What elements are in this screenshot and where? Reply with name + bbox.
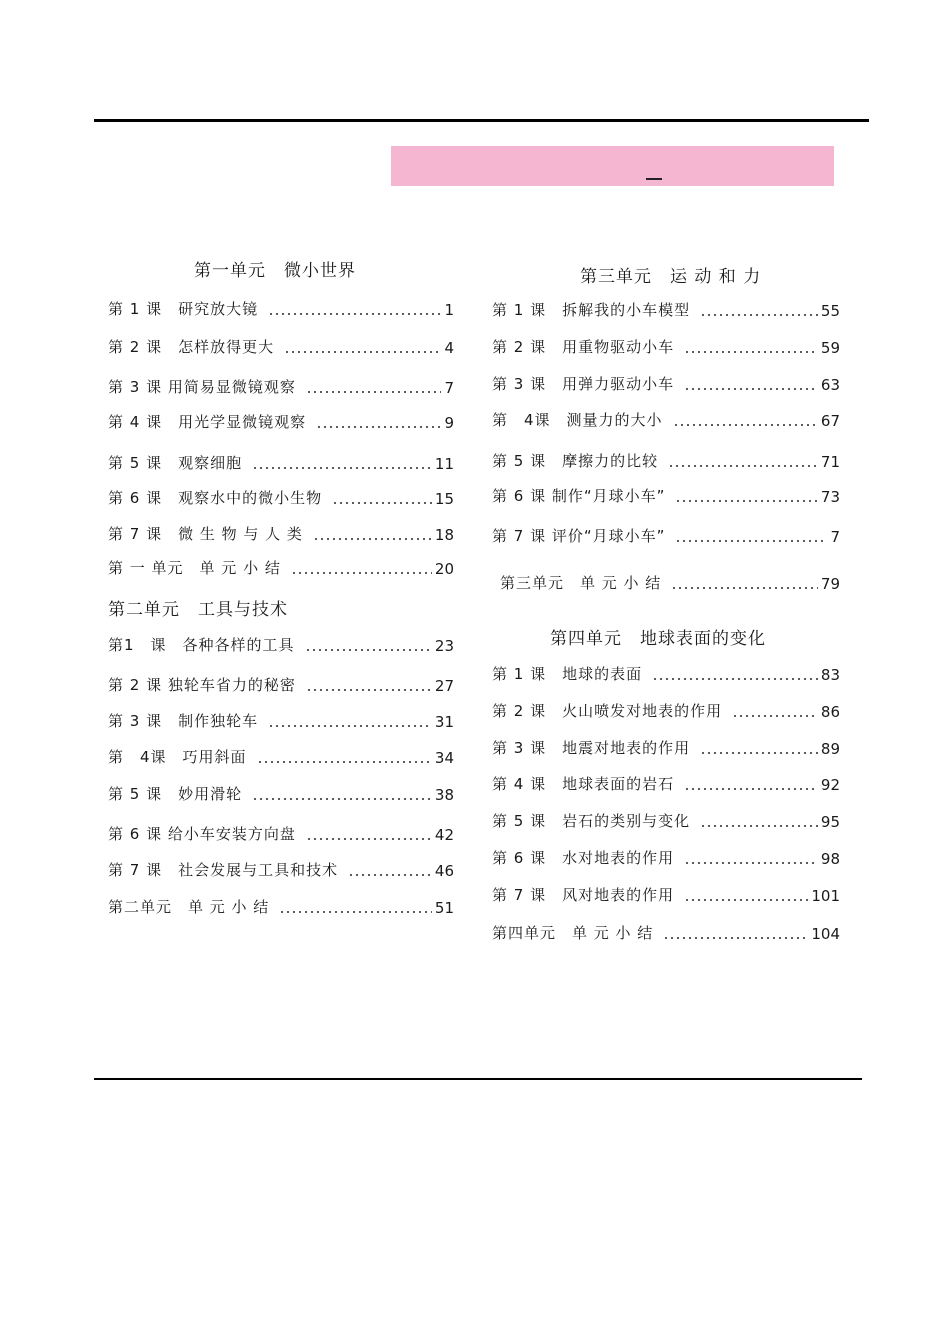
dot-leader <box>700 314 818 316</box>
page-number: 92 <box>820 776 840 794</box>
page-number: 67 <box>820 412 840 430</box>
dot-leader <box>700 825 818 827</box>
lesson-label: 第 7 课 微 生 物 与 人 类 <box>108 525 303 543</box>
lesson-label: 第 7 课 评价“月球小车” <box>492 527 666 545</box>
toc-entry[interactable] <box>108 486 454 508</box>
unit-title: 第一单元 微小世界 <box>194 261 356 281</box>
page-number: 11 <box>434 455 454 473</box>
toc-entry[interactable] <box>492 484 840 506</box>
page-number: 51 <box>434 899 454 917</box>
page-number: 104 <box>811 925 840 943</box>
lesson-label: 第 1 课 地球的表面 <box>492 665 643 683</box>
unit-title: 第二单元 工具与技术 <box>108 600 288 620</box>
page-number: 1 <box>444 301 454 319</box>
lesson-label: 第 3 课 用简易显微镜观察 <box>108 378 296 396</box>
page-number: 71 <box>820 453 840 471</box>
lesson-label: 第 5 课 观察细胞 <box>108 454 243 472</box>
page-number: 7 <box>444 379 454 397</box>
toc-entry[interactable] <box>492 524 840 546</box>
page-number: 55 <box>820 302 840 320</box>
page-number: 9 <box>444 414 454 432</box>
lesson-label: 第 3 课 地震对地表的作用 <box>492 739 691 757</box>
dot-leader <box>684 788 818 790</box>
page-number: 27 <box>434 677 454 695</box>
toc-entry[interactable] <box>108 709 454 731</box>
page-number: 83 <box>820 666 840 684</box>
page-number: 15 <box>434 490 454 508</box>
page-number: 63 <box>820 376 840 394</box>
page-number: 42 <box>434 826 454 844</box>
lesson-label: 第 2 课 用重物驱动小车 <box>492 338 675 356</box>
lesson-label: 第 7 课 风对地表的作用 <box>492 886 675 904</box>
lesson-label: 第 3 课 制作独轮车 <box>108 712 259 730</box>
dot-leader <box>675 540 827 542</box>
dot-leader <box>305 649 432 651</box>
lesson-label: 第 4 课 地球表面的岩石 <box>492 775 675 793</box>
page-number: 31 <box>434 713 454 731</box>
toc-entry[interactable] <box>492 921 840 943</box>
page-number: 73 <box>820 488 840 506</box>
dot-leader <box>652 678 818 680</box>
page-number: 18 <box>434 526 454 544</box>
toc-entry[interactable] <box>492 408 840 430</box>
page-number: 89 <box>820 740 840 758</box>
dot-leader <box>316 426 441 428</box>
dot-leader <box>673 424 818 426</box>
dot-leader <box>252 798 432 800</box>
toc-entry[interactable] <box>492 736 840 758</box>
page-number: 98 <box>820 850 840 868</box>
lesson-label: 第 1 课 拆解我的小车模型 <box>492 301 691 319</box>
dot-leader <box>284 351 441 353</box>
page-number: 4 <box>444 339 454 357</box>
unit-title: 第三单元 运 动 和 力 <box>580 267 762 287</box>
toc-entry[interactable] <box>108 745 454 767</box>
lesson-label: 第 4 课 用光学显微镜观察 <box>108 413 307 431</box>
dot-leader <box>306 391 442 393</box>
dot-leader <box>268 313 441 315</box>
page-number: 79 <box>820 575 840 593</box>
lesson-label: 第 一 单元 单 元 小 结 <box>108 559 281 577</box>
dot-leader <box>684 862 818 864</box>
lesson-label: 第 1 课 研究放大镜 <box>108 300 259 318</box>
dot-leader <box>348 874 432 876</box>
dot-leader <box>306 838 432 840</box>
page-number: 59 <box>820 339 840 357</box>
lesson-label: 第 5 课 妙用滑轮 <box>108 785 243 803</box>
page-number: 38 <box>434 786 454 804</box>
toc-entry[interactable] <box>492 809 840 831</box>
dot-leader <box>279 911 432 913</box>
toc-entry[interactable] <box>492 372 840 394</box>
dot-leader <box>668 465 818 467</box>
lesson-label: 第 2 课 火山喷发对地表的作用 <box>492 702 723 720</box>
lesson-label: 第 2 课 怎样放得更大 <box>108 338 275 356</box>
page-number: 20 <box>434 560 454 578</box>
dot-leader <box>671 587 818 589</box>
dot-leader <box>663 937 808 939</box>
dot-leader <box>257 761 432 763</box>
toc-entry[interactable] <box>108 858 454 880</box>
toc-entry[interactable] <box>108 673 454 695</box>
top-rule <box>94 119 869 122</box>
toc-entry[interactable] <box>108 451 454 473</box>
lesson-label: 第 5 课 岩石的类别与变化 <box>492 812 691 830</box>
dot-leader <box>332 502 432 504</box>
toc-entry[interactable] <box>108 522 454 544</box>
toc-entry[interactable] <box>108 822 454 844</box>
page-number: 7 <box>830 528 840 546</box>
banner-glyph <box>646 178 662 186</box>
page-number: 101 <box>811 887 840 905</box>
toc-entry[interactable] <box>500 571 840 593</box>
lesson-label: 第 3 课 用弹力驱动小车 <box>492 375 675 393</box>
dot-leader <box>252 467 432 469</box>
page-number: 23 <box>434 637 454 655</box>
lesson-label: 第 4课 测量力的大小 <box>492 411 663 429</box>
toc-entry[interactable] <box>108 335 454 357</box>
toc-entry[interactable] <box>108 895 454 917</box>
toc-entry[interactable] <box>492 846 840 868</box>
toc-entry[interactable] <box>492 772 840 794</box>
unit-title: 第四单元 地球表面的变化 <box>550 629 766 649</box>
lesson-label: 第二单元 单 元 小 结 <box>108 898 270 916</box>
dot-leader <box>732 715 818 717</box>
dot-leader <box>684 899 808 901</box>
page-number: 95 <box>820 813 840 831</box>
toc-entry[interactable] <box>492 335 840 357</box>
dot-leader <box>268 725 432 727</box>
toc-entry[interactable] <box>492 662 840 684</box>
toc-entry[interactable] <box>492 449 840 471</box>
dot-leader <box>291 572 432 574</box>
toc-entry[interactable] <box>108 375 454 397</box>
toc-entry[interactable] <box>108 782 454 804</box>
toc-entry[interactable] <box>108 633 454 655</box>
bottom-rule <box>94 1078 862 1080</box>
toc-entry[interactable] <box>492 883 840 905</box>
lesson-label: 第三单元 单 元 小 结 <box>500 574 662 592</box>
lesson-label: 第 6 课 给小车安装方向盘 <box>108 825 296 843</box>
toc-entry[interactable] <box>108 556 454 578</box>
lesson-label: 第四单元 单 元 小 结 <box>492 924 654 942</box>
dot-leader <box>684 388 818 390</box>
dot-leader <box>700 752 818 754</box>
toc-entry[interactable] <box>108 297 454 319</box>
page-number: 86 <box>820 703 840 721</box>
dot-leader <box>684 351 818 353</box>
page-number: 34 <box>434 749 454 767</box>
lesson-label: 第 6 课 水对地表的作用 <box>492 849 675 867</box>
dot-leader <box>306 689 432 691</box>
lesson-label: 第 6 课 观察水中的微小生物 <box>108 489 323 507</box>
page-number: 46 <box>434 862 454 880</box>
toc-entry[interactable] <box>108 410 454 432</box>
lesson-label: 第 5 课 摩擦力的比较 <box>492 452 659 470</box>
lesson-label: 第 2 课 独轮车省力的秘密 <box>108 676 296 694</box>
dot-leader <box>313 538 432 540</box>
toc-entry[interactable] <box>492 298 840 320</box>
lesson-label: 第 4课 巧用斜面 <box>108 748 247 766</box>
dot-leader <box>675 500 818 502</box>
lesson-label: 第 7 课 社会发展与工具和技术 <box>108 861 339 879</box>
lesson-label: 第1 课 各种各样的工具 <box>108 636 295 654</box>
title-banner <box>391 146 834 186</box>
lesson-label: 第 6 课 制作“月球小车” <box>492 487 666 505</box>
toc-entry[interactable] <box>492 699 840 721</box>
